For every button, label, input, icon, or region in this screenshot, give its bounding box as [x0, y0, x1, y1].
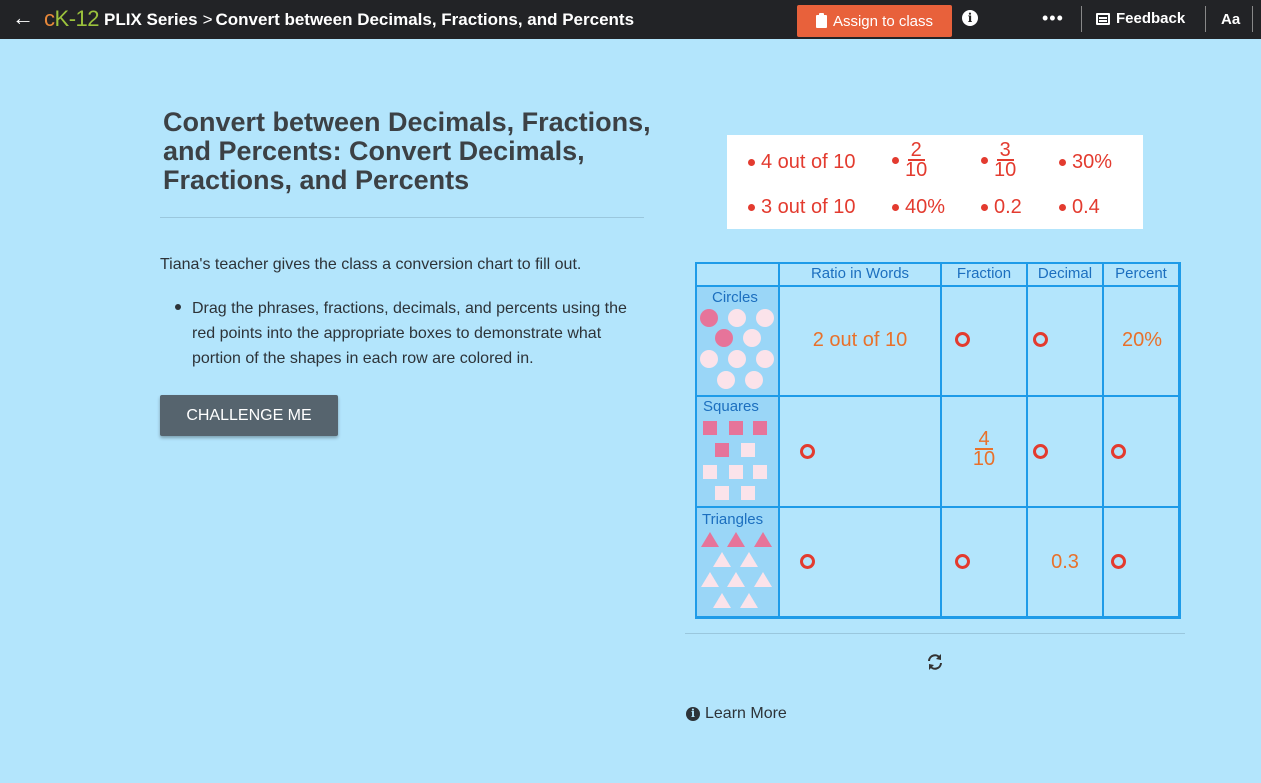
square-plain — [729, 465, 743, 479]
square-colored — [729, 421, 743, 435]
header-fraction: Fraction — [956, 265, 1012, 282]
triangle-plain — [713, 593, 731, 608]
circle-plain — [728, 309, 746, 327]
more-options-icon[interactable]: ••• — [1042, 8, 1064, 28]
drop-target-triangles-ratio[interactable] — [800, 554, 815, 569]
cell-circles-ratio: 2 out of 10 — [812, 329, 908, 351]
drag-point-icon[interactable] — [748, 159, 755, 166]
triangle-plain — [727, 572, 745, 587]
challenge-me-button[interactable]: CHALLENGE ME — [160, 395, 338, 436]
triangle-plain — [740, 593, 758, 608]
grid-line — [695, 285, 1181, 287]
answer-bank — [727, 135, 1143, 229]
triangle-colored — [701, 532, 719, 547]
grid-line — [1102, 262, 1104, 619]
drop-target-circles-fraction[interactable] — [955, 332, 970, 347]
row-label-squares: Squares — [703, 398, 759, 415]
circle-plain — [756, 309, 774, 327]
triangle-plain — [740, 552, 758, 567]
learn-more-link[interactable] — [686, 705, 787, 723]
drop-target-triangles-fraction[interactable] — [955, 554, 970, 569]
triangle-colored — [754, 532, 772, 547]
breadcrumb — [104, 10, 634, 30]
draggable-4-out-of-10[interactable]: 4 out of 10 — [748, 151, 856, 174]
drag-point-icon[interactable] — [748, 204, 755, 211]
square-plain — [715, 486, 729, 500]
draggable-3-out-of-10[interactable]: 3 out of 10 — [748, 196, 856, 219]
intro-text: Tiana's teacher gives the class a conversion chart to fill out. — [160, 256, 582, 273]
feedback-icon — [1096, 13, 1110, 25]
cell-circles-percent: 20% — [1121, 329, 1163, 351]
cell-triangles-decimal: 0.3 — [1051, 551, 1079, 573]
grid-line — [695, 616, 1181, 619]
feedback-label: Feedback — [1116, 10, 1186, 27]
assign-label: Assign to class — [832, 12, 934, 30]
reset-icon[interactable] — [926, 653, 944, 671]
drag-point-icon[interactable] — [892, 157, 899, 164]
divider — [1081, 6, 1082, 32]
breadcrumb-series[interactable]: PLIX Series — [104, 10, 198, 29]
triangle-plain — [754, 572, 772, 587]
page-title: Convert between Decimals, Fractions, and Percents: Convert Decimals, Fractions, and Percents — [163, 107, 651, 195]
squares-shapes — [698, 419, 778, 505]
draggable-30-percent[interactable]: 30% — [1059, 151, 1112, 174]
grid-line — [695, 262, 1181, 264]
grid-line — [695, 395, 1181, 397]
grid-line — [695, 506, 1181, 508]
square-plain — [753, 465, 767, 479]
assign-to-class-button[interactable] — [797, 5, 952, 37]
divider — [160, 217, 644, 218]
triangle-plain — [701, 572, 719, 587]
instruction-text: Drag the phrases, fractions, decimals, and percents using the red points into the appropriate boxes to demonstrate what portion of the shapes in each row are colored in. — [192, 300, 627, 367]
divider — [1205, 6, 1206, 32]
divider — [685, 633, 1185, 634]
grid-line — [1178, 262, 1181, 619]
circle-plain — [745, 371, 763, 389]
square-plain — [741, 486, 755, 500]
draggable-0-2[interactable]: 0.2 — [981, 196, 1022, 219]
info-icon[interactable]: i — [962, 10, 978, 26]
grid-line — [778, 262, 780, 619]
draggable-40-percent[interactable]: 40% — [892, 196, 945, 219]
divider — [1252, 6, 1253, 32]
top-bar — [0, 0, 1261, 39]
square-colored — [703, 421, 717, 435]
cell-squares-fraction: $\frac{4}{10}$ — [972, 428, 996, 470]
drag-point-icon[interactable] — [981, 204, 988, 211]
draggable-2-over-10[interactable]: $\frac{2}{10}$ — [892, 141, 927, 180]
square-colored — [753, 421, 767, 435]
circles-shapes — [698, 307, 778, 393]
back-arrow-icon[interactable]: ← — [12, 5, 34, 30]
circle-plain — [717, 371, 735, 389]
drop-target-triangles-percent[interactable] — [1111, 554, 1126, 569]
drop-target-circles-decimal[interactable] — [1033, 332, 1048, 347]
circle-colored — [715, 329, 733, 347]
info-icon: i — [686, 707, 700, 721]
drop-target-squares-percent[interactable] — [1111, 444, 1126, 459]
drop-target-squares-decimal[interactable] — [1033, 444, 1048, 459]
square-colored — [715, 443, 729, 457]
breadcrumb-separator: > — [202, 10, 213, 29]
header-decimal: Decimal — [1037, 265, 1093, 282]
drag-point-icon[interactable] — [981, 157, 988, 164]
circle-colored — [700, 309, 718, 327]
square-plain — [703, 465, 717, 479]
triangle-plain — [713, 552, 731, 567]
conversion-chart — [695, 262, 1181, 619]
feedback-button[interactable] — [1096, 10, 1185, 27]
square-plain — [741, 443, 755, 457]
drag-point-icon[interactable] — [892, 204, 899, 211]
triangle-colored — [727, 532, 745, 547]
header-ratio-in-words: Ratio in Words — [810, 265, 910, 282]
ck12-logo[interactable]: cK-12 — [44, 6, 99, 31]
clipboard-icon — [816, 15, 827, 28]
row-label-circles: Circles — [712, 289, 758, 306]
triangles-shapes — [698, 530, 778, 616]
drag-point-icon[interactable] — [1059, 204, 1066, 211]
header-percent: Percent — [1115, 265, 1167, 282]
draggable-0-4[interactable]: 0.4 — [1059, 196, 1100, 219]
circle-plain — [743, 329, 761, 347]
bullet-icon — [175, 304, 181, 310]
row-label-triangles: Triangles — [702, 511, 764, 528]
font-size-button[interactable]: Aa — [1221, 11, 1241, 28]
drag-point-icon[interactable] — [1059, 159, 1066, 166]
breadcrumb-page: Convert between Decimals, Fractions, and Percents — [215, 10, 635, 29]
circle-plain — [728, 350, 746, 368]
grid-line — [695, 262, 697, 619]
drop-target-squares-ratio[interactable] — [800, 444, 815, 459]
circle-plain — [700, 350, 718, 368]
circle-plain — [756, 350, 774, 368]
learn-more-label: Learn More — [705, 705, 787, 722]
draggable-3-over-10[interactable]: $\frac{3}{10}$ — [981, 141, 1016, 180]
